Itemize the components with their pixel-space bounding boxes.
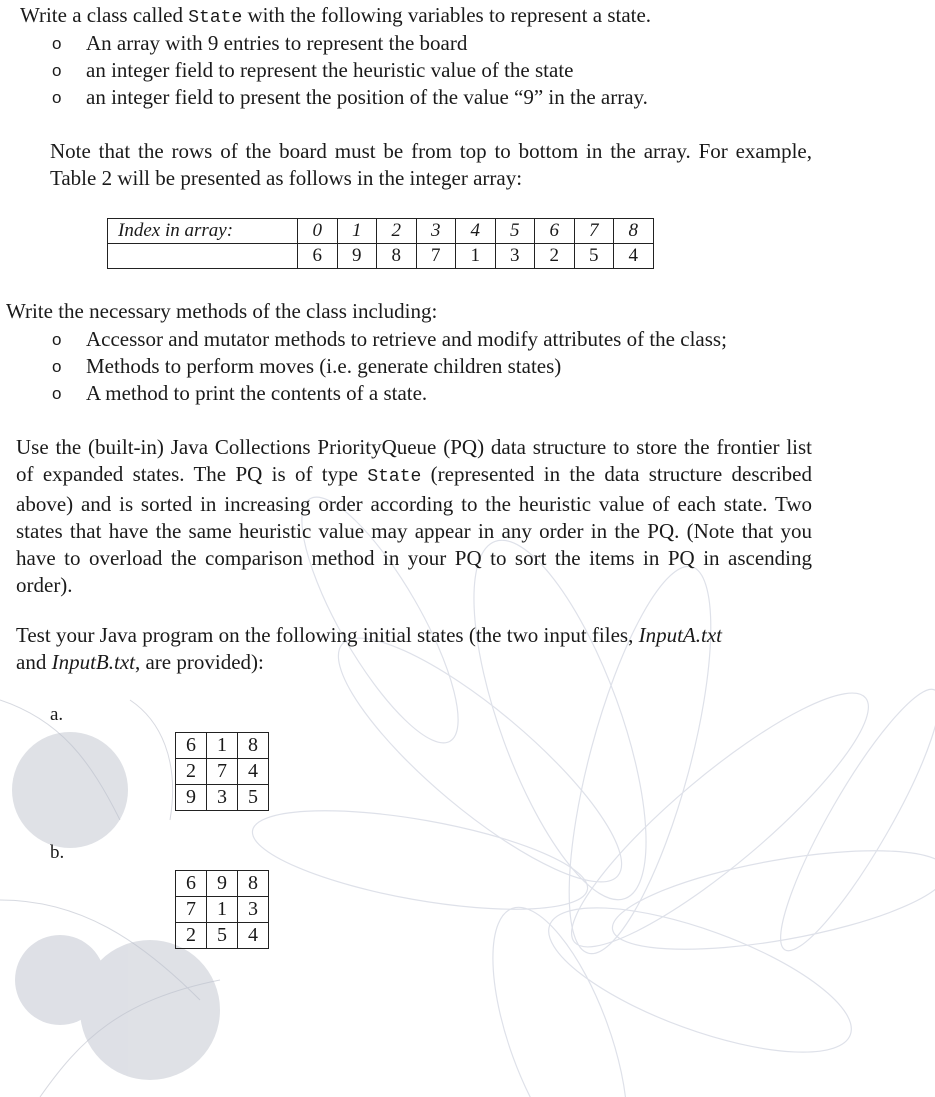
- intro-suffix: with the following variables to represent a state.: [242, 3, 652, 27]
- grid-cell: 9: [176, 785, 207, 811]
- table-row: [176, 733, 269, 759]
- list-item: [52, 57, 852, 84]
- class-name-code: State: [188, 8, 243, 28]
- methods-list: [52, 326, 852, 407]
- state-b-grid: [175, 870, 269, 949]
- grid-cell: 2: [176, 759, 207, 785]
- value-cell: 1: [456, 244, 496, 269]
- value-cell: 7: [416, 244, 456, 269]
- list-item-text: A method to print the contents of a state.: [86, 381, 428, 405]
- grid-cell: 6: [176, 871, 207, 897]
- value-cell: 8: [377, 244, 417, 269]
- intro-prefix: Write a class called: [20, 3, 189, 27]
- value-cell: 2: [535, 244, 575, 269]
- index-cell: 6: [535, 219, 575, 244]
- list-item-text: an integer field to present the position of the value “9” in the array.: [86, 85, 648, 109]
- list-item: [52, 380, 852, 407]
- grid-cell: 3: [207, 785, 238, 811]
- test-text-part1: Test your Java program on the following initial states (the two input files,: [16, 623, 639, 647]
- bullet-icon: o: [52, 357, 62, 376]
- index-cell: 0: [298, 219, 338, 244]
- index-cell: 7: [574, 219, 614, 244]
- bullet-icon: o: [52, 384, 62, 403]
- grid-cell: 1: [207, 897, 238, 923]
- variables-list: [52, 30, 852, 111]
- value-cell: 6: [298, 244, 338, 269]
- input-file-b: InputB.txt: [51, 650, 135, 674]
- list-item-text: An array with 9 entries to represent the board: [86, 31, 468, 55]
- list-item-text: Accessor and mutator methods to retrieve and modify attributes of the class;: [86, 327, 727, 351]
- state-b-label: b.: [50, 842, 65, 863]
- table-row: [176, 923, 269, 949]
- list-item: [52, 30, 852, 57]
- index-table: [107, 218, 654, 269]
- index-cell: 8: [614, 219, 654, 244]
- input-file-a: InputA.txt: [638, 623, 722, 647]
- value-cell: 3: [495, 244, 535, 269]
- grid-cell: 8: [238, 871, 269, 897]
- grid-cell: 4: [238, 759, 269, 785]
- grid-cell: 2: [176, 923, 207, 949]
- grid-cell: 5: [238, 785, 269, 811]
- grid-cell: 4: [238, 923, 269, 949]
- index-label: Index in array:: [108, 219, 298, 244]
- bullet-icon: o: [52, 61, 62, 80]
- state-type-code: State: [367, 467, 422, 487]
- test-text-part2: and: [16, 650, 52, 674]
- table-row: [108, 244, 654, 269]
- index-cell: 1: [337, 219, 377, 244]
- state-a-label: a.: [50, 704, 64, 725]
- bullet-icon: o: [52, 88, 62, 107]
- test-text-part3: , are provided):: [134, 650, 264, 674]
- grid-cell: 3: [238, 897, 269, 923]
- methods-intro: Write the necessary methods of the class including:: [6, 299, 438, 323]
- bullet-icon: o: [52, 330, 62, 349]
- grid-cell: 6: [176, 733, 207, 759]
- table-row: [108, 219, 654, 244]
- index-cell: 4: [456, 219, 496, 244]
- value-cell: 9: [337, 244, 377, 269]
- index-cell: 3: [416, 219, 456, 244]
- grid-cell: 5: [207, 923, 238, 949]
- list-item-text: Methods to perform moves (i.e. generate children states): [86, 354, 562, 378]
- priority-queue-paragraph: [16, 434, 812, 599]
- pq-text-part2: (represented in the data structure described above) and is sorted in increasing order according to the heuristic value of each state. Two states that have the same heuristic value may appear in any order in the PQ. (Note that you have to overload the comparison method in your PQ to sort the items in PQ in ascending order).: [16, 462, 812, 597]
- value-cell: 5: [574, 244, 614, 269]
- value-cell: 4: [614, 244, 654, 269]
- grid-cell: 9: [207, 871, 238, 897]
- grid-cell: 7: [207, 759, 238, 785]
- list-item: [52, 353, 852, 380]
- class-intro: [20, 2, 651, 32]
- grid-cell: 7: [176, 897, 207, 923]
- index-cell: 5: [495, 219, 535, 244]
- index-cell: 2: [377, 219, 417, 244]
- table-row: [176, 759, 269, 785]
- list-item: [52, 326, 852, 353]
- grid-cell: 8: [238, 733, 269, 759]
- table-row: [176, 897, 269, 923]
- pq-text-part1: Use the (built-in) Java Collections PriorityQueue (PQ) data structure to store the frontier list of expanded states. The PQ is of type: [16, 435, 812, 486]
- note-paragraph: Note that the rows of the board must be from top to bottom in the array. For example, Table 2 will be presented as follows in the integer array:: [50, 139, 812, 190]
- list-item: [52, 84, 852, 111]
- state-a-grid: [175, 732, 269, 811]
- table-row: [176, 785, 269, 811]
- test-paragraph: [16, 622, 816, 676]
- list-item-text: an integer field to represent the heuristic value of the state: [86, 58, 574, 82]
- bullet-icon: o: [52, 34, 62, 53]
- table-row: [176, 871, 269, 897]
- grid-cell: 1: [207, 733, 238, 759]
- empty-cell: [108, 244, 298, 269]
